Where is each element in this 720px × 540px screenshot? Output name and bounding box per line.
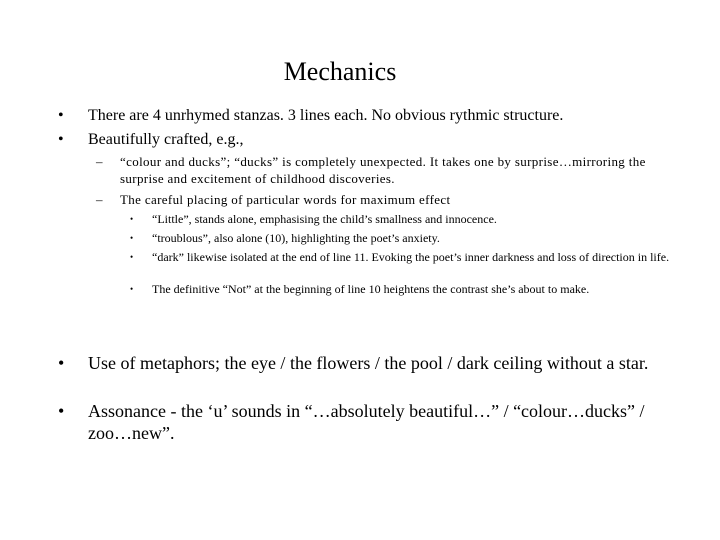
dash-marker: – [96,192,103,207]
list-item-text: Assonance - the ‘u’ sounds in “…absolutely beautiful…” / “colour…ducks” / zoo…new”. [88,401,645,443]
sub-list-item-text: The careful placing of particular words for maximum effect [120,192,451,207]
slide-title: Mechanics [283,57,397,86]
sub-sub-list-item-text: The definitive “Not” at the beginning of line 10 heightens the contrast she’s about to make. [152,282,590,296]
sub-sub-list-item-text: “troublous”, also alone (10), highlighting the poet’s anxiety. [152,231,440,245]
bullet-marker: • [130,284,134,294]
dash-marker: – [96,154,103,169]
bullet-marker: • [130,214,134,224]
bullet-marker: • [58,131,64,148]
bullet-marker: • [58,401,65,421]
list-item-text: There are 4 unrhymed stanzas. 3 lines each. No obvious rythmic structure. [88,107,564,124]
sub-list-item-text: “colour and ducks”; “ducks” is completely unexpected. It takes one by surprise…mirroring the surprise and excitement of childhood discoveries. [120,154,646,186]
sub-sub-list-item-text: “Little”, stands alone, emphasising the child’s smallness and innocence. [152,212,497,226]
bullet-marker: • [130,252,134,262]
bullet-marker: • [130,233,134,243]
bullet-marker: • [58,107,64,124]
sub-sub-list-item-text: “dark” likewise isolated at the end of line 11. Evoking the poet’s inner darkness and loss of direction in life. [152,250,670,264]
list-item-text: Beautifully crafted, e.g., [88,131,244,148]
bullet-marker: • [58,353,65,373]
list-item-text: Use of metaphors; the eye / the flowers / the pool / dark ceiling without a star. [88,353,649,373]
